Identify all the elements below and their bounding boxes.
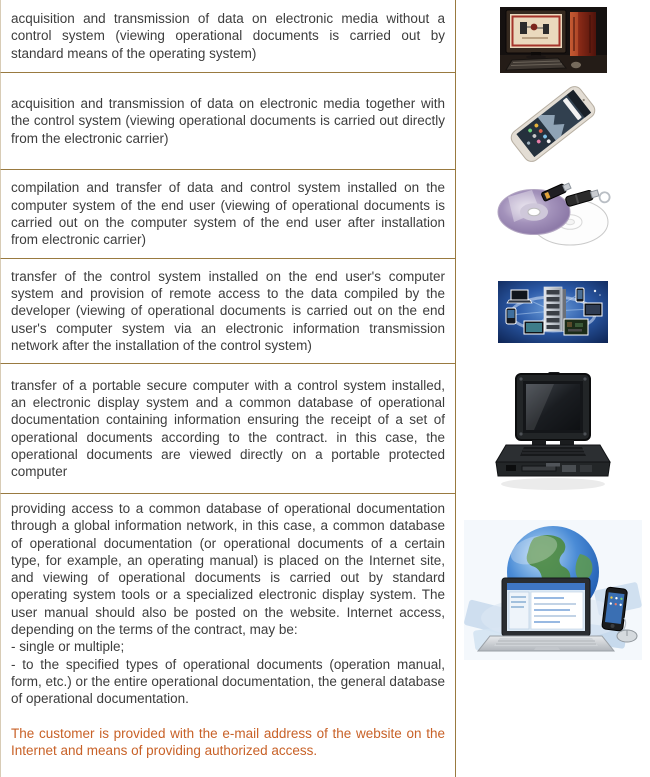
- table-row-1-text-cell: [0, 0, 456, 73]
- row-4-text: transfer of the control system installed on the end user's computer system and provision of remote access to the data compiled by the developer (viewing of operational documents is carried out on the end user's computer system via an electronic information transmission network after the installation of the control system): [11, 268, 445, 353]
- red-pc-tower: [570, 12, 596, 56]
- customer-email-note: The customer is provided with the e-mail address of the website on the Internet and means of providing authorized access.: [11, 725, 445, 758]
- internet-globe-laptop-photo: [464, 520, 642, 660]
- keyboard: [506, 58, 566, 70]
- access-bullet-document-types: - to the specified types of operational documents (operation manual, form, etc.) or the entire operational documentation, the general database of operational documentation.: [11, 656, 445, 707]
- mouse: [571, 61, 581, 67]
- table-row-5-image-cell: [456, 364, 650, 494]
- hinge-right: [560, 440, 574, 445]
- reflection: [501, 478, 605, 490]
- laptop-device: [507, 290, 532, 303]
- rugged-laptop-photo: [492, 372, 614, 494]
- row-5-text: transfer of a portable secure computer with a control system installed, an electronic display system and a common database of operational documentation containing information ensuring the receipt of a set of operational documents according to the contract. in this case, the operational documents are viewed directly on a portable protected computer: [11, 377, 445, 480]
- table-row-5-text-cell: [0, 364, 456, 494]
- central-server-tower: [544, 287, 566, 331]
- row-3-text: compilation and transfer of data and control system installed on the computer system of the end user (viewing of operational documents is carried out on the computer system of the end user after installation from electronic carrier): [11, 180, 445, 248]
- smartphone-photo: [503, 84, 603, 164]
- monitor-device-bottom: [524, 321, 544, 334]
- network-server-photo: [498, 281, 608, 343]
- row-2-text: acquisition and transmission of data on electronic media together with the control system (viewing operational documents is carried out directly from the electronic carrier): [11, 96, 445, 146]
- phone-device: [576, 288, 584, 302]
- table-row-1-image-cell: [456, 0, 650, 73]
- smartphone: [602, 587, 628, 631]
- rugged-base: [496, 445, 610, 476]
- table-row-3-text-cell: [0, 170, 456, 259]
- table-row-2-image-cell: [456, 73, 650, 170]
- purple-cd-front: [498, 189, 570, 234]
- table-row-6-text-cell: [0, 494, 456, 777]
- table-row-6-image-cell: [456, 494, 650, 777]
- rugged-screen-lid: [516, 372, 590, 440]
- row-1-text: acquisition and transmission of data on electronic media without a control system (viewing operational documents is carried out by standard means of the operating system): [11, 11, 445, 61]
- hinge-left: [532, 440, 546, 445]
- access-bullet-single-multiple: - single or multiple;: [11, 639, 125, 655]
- cd-and-usb-drives-photo: [494, 180, 612, 250]
- media-player-device: [506, 308, 516, 324]
- table-row-3-image-cell: [456, 170, 650, 259]
- monitor-with-technical-drawing: [506, 10, 566, 59]
- circuit-board-device: [564, 319, 588, 335]
- row-6-text: providing access to a common database of operational documentation through a global information network, in this case, a common database of operational documentation (or operational documents of a certain type, for example, an operating manual) is placed on the Internet site, and viewing of operational documents is carried out by standard operating system tools or a specialized electronic display system. The user manual should also be posted on the website. Internet access, depending on the terms of the contract, may be:: [11, 501, 445, 638]
- desktop-computer-photo: [500, 7, 607, 73]
- table-row-4-image-cell: [456, 259, 650, 364]
- table-row-2-text-cell: [0, 73, 456, 170]
- table-row-4-text-cell: [0, 259, 456, 364]
- monitor-device-right: [584, 303, 602, 316]
